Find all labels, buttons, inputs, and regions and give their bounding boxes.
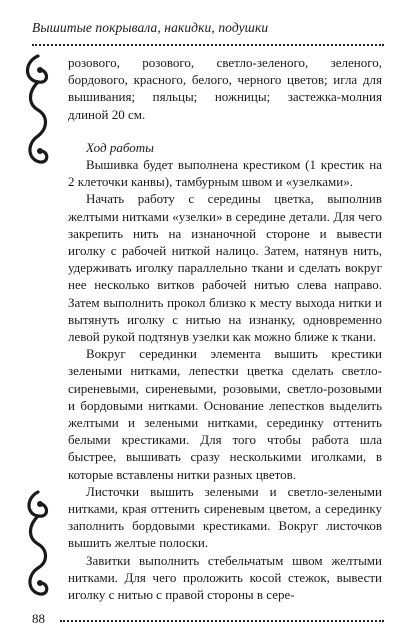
paragraph: Вышивка будет выполнена крестиком (1 крестик на 2 клеточки канвы), тамбурным швом и «узелками». xyxy=(68,157,382,190)
scroll-ornament-icon xyxy=(18,488,58,598)
paragraph: розового, розового, светло-зеленого, зеленого, бордового, красного, белого, черного цветов; игла для вышивания; пяльцы; ножницы; застежка-молния длиной 20 см. xyxy=(68,55,382,122)
section-subheading: Ход работы xyxy=(86,139,154,155)
paragraph: Листочки вышить зелеными и светло-зелеными нитками, края оттенить сиреневым цветом, а серединку заполнить бордовыми крестиками. Вокруг листочков вышить желтые полоски. xyxy=(68,483,382,551)
footer-dotted-rule xyxy=(60,614,384,622)
running-header: Вышитые покрывала, накидки, подушки xyxy=(32,20,269,35)
header-dotted-rule xyxy=(32,40,384,46)
paragraph: Завитки выполнить стебельчатым швом желтыми нитками. Для чего проложить косой стежок, вывести иголку с нитью с правой стороны в сере- xyxy=(68,552,382,603)
body-text xyxy=(68,54,382,603)
paragraph: Вокруг серединки элемента вышить крестики зелеными нитками, лепестки цветка сделать светло-сиреневыми, сиреневыми, розовыми, светло-розовыми и бордовыми нитками. Основание лепестков выделить желтыми и зелеными нитками, серединку оттенить белыми крестиками. Для того чтобы работа шла быстрее, вышивать сразу несколькими иголками, в которые вставлены нитки разных цветов. xyxy=(68,346,382,482)
paragraph: Начать работу с середины цветка, выполнив желтыми нитками «узелки» в середине детали. Для чего закрепить нить на изнаночной стороне и вывести иголку с рабочей ниткой налицо. Затем, натянув нить, удерживать иголку параллельно ткани и сделать вокруг нее несколько витков рабочей нитью слева направо. Затем выполнить прокол близко к месту выхода нитки и вытянуть иголку с нитью на изнанку, одновременно левой рукой подтянув узелки как можно ближе к ткани. xyxy=(68,191,382,345)
scroll-ornament-icon xyxy=(18,52,58,167)
page-number: 88 xyxy=(32,611,45,626)
